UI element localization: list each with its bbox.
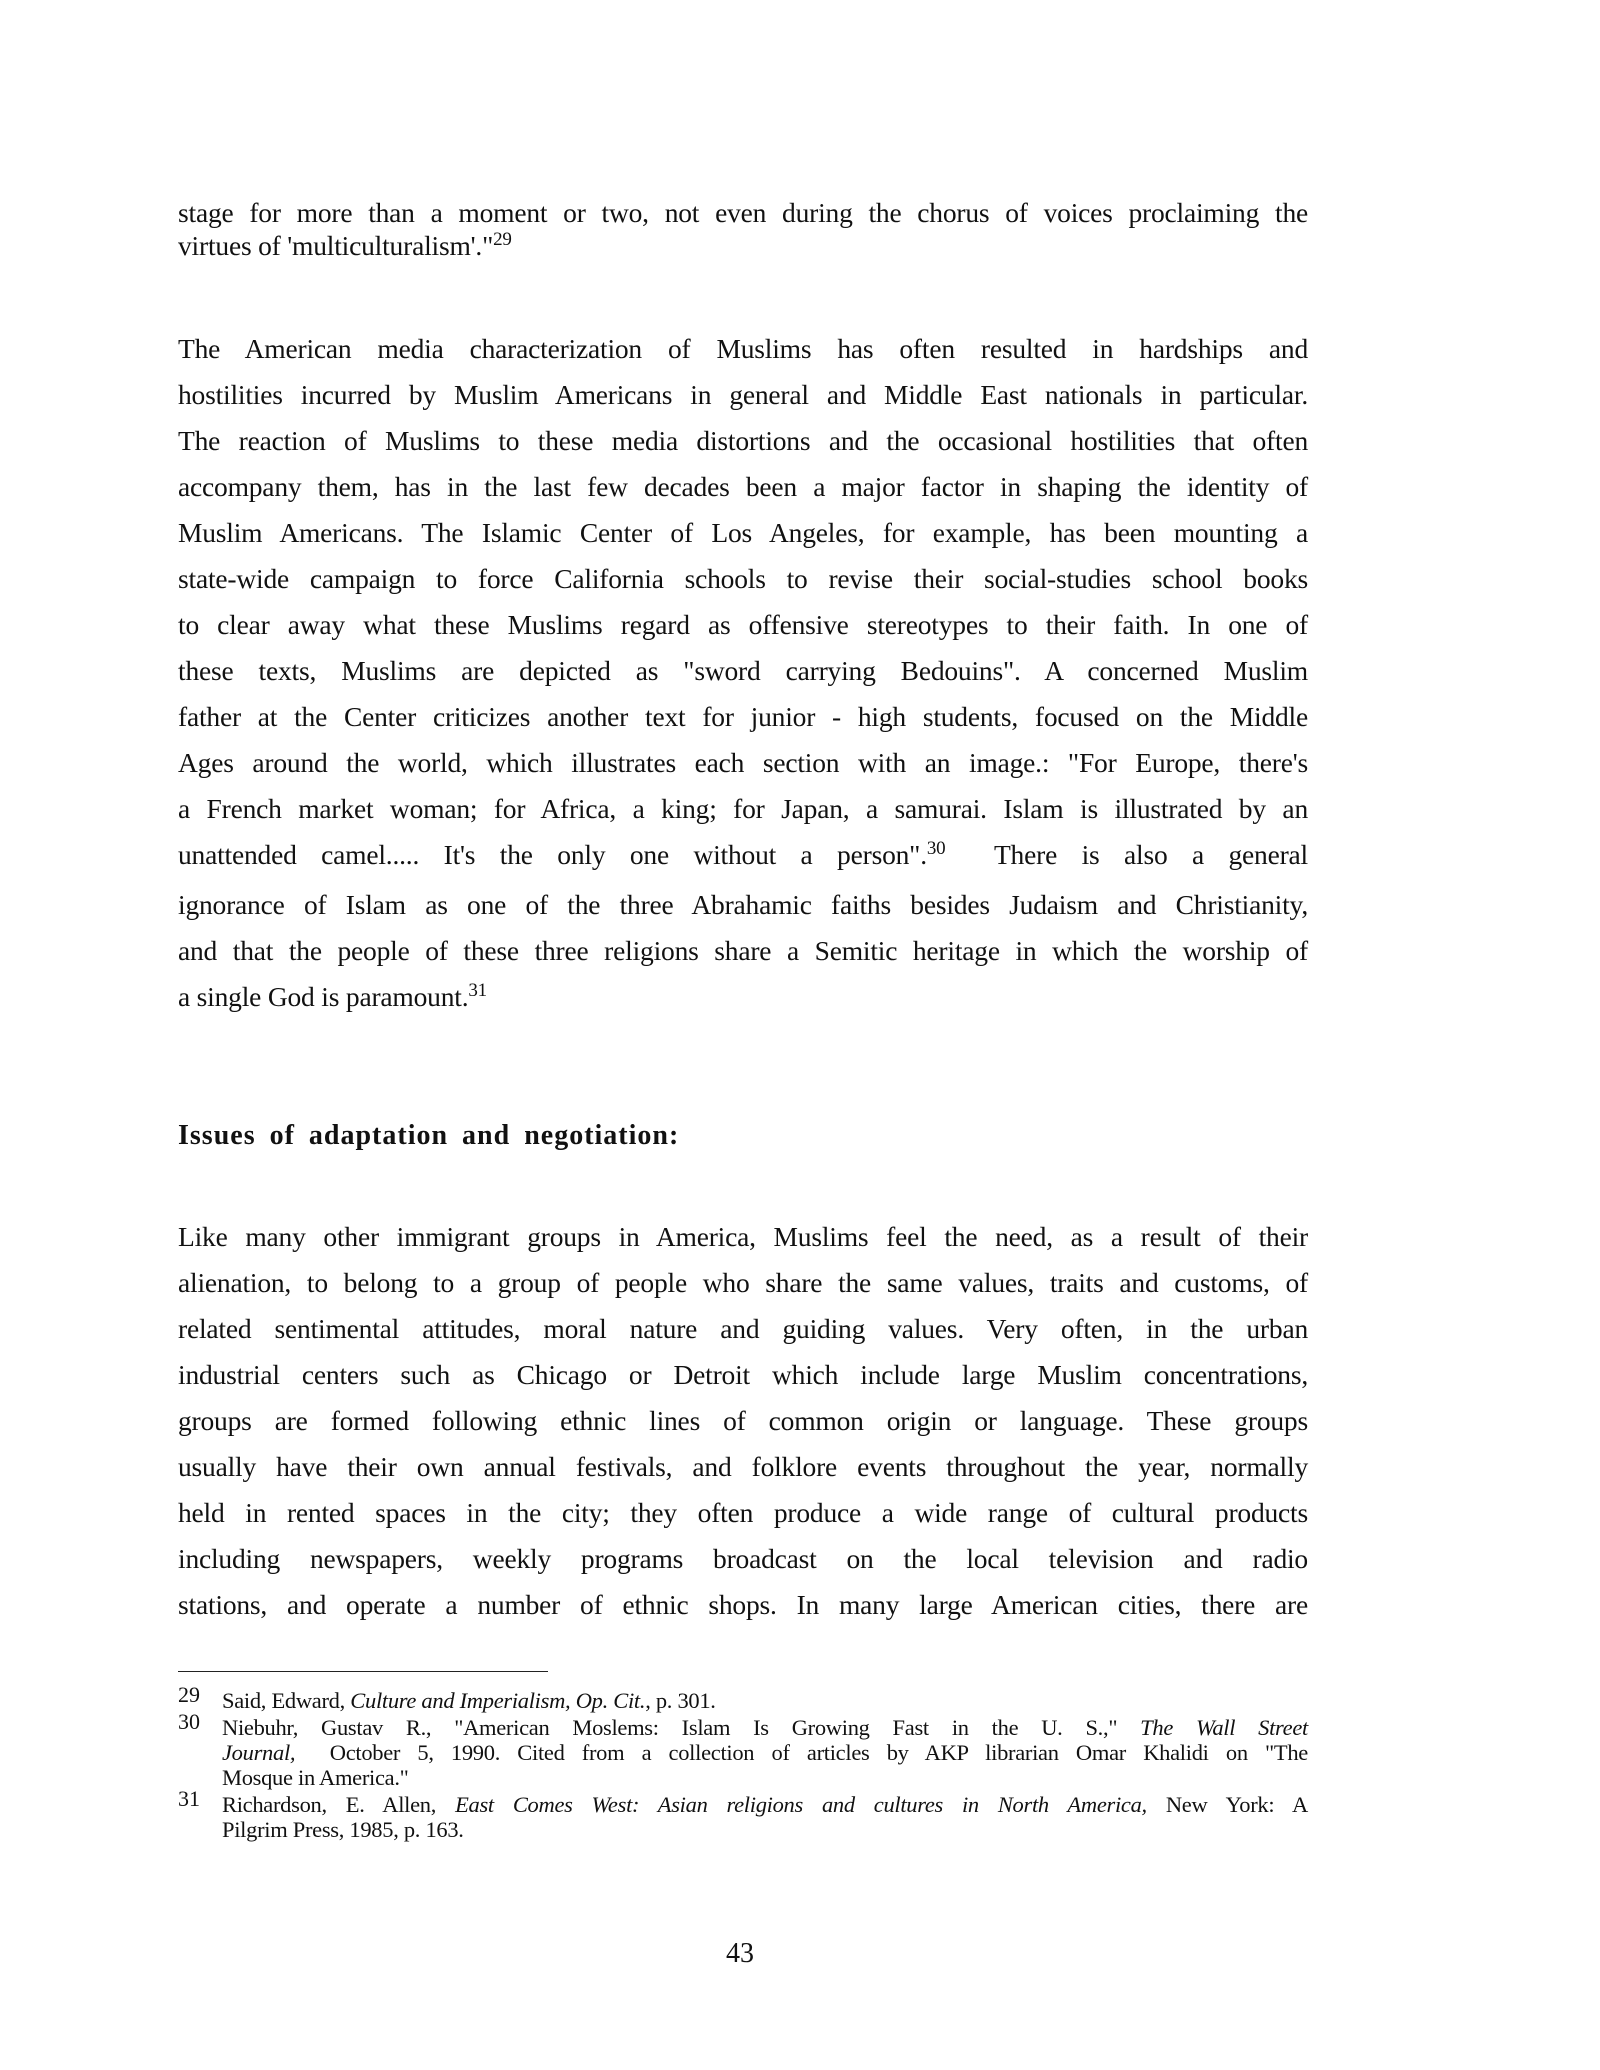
text-line: state-wide campaign to force California schools to revise their social-studies school books bbox=[178, 563, 1308, 594]
text-line: groups are formed following ethnic lines of common origin or language. These groups bbox=[178, 1405, 1308, 1436]
footnote-text: Mosque in America." bbox=[222, 1765, 409, 1790]
text-line: a French market woman; for Africa, a king; for Japan, a samurai. Islam is illustrated by an bbox=[178, 793, 1308, 824]
footnote-text: Richardson, E. Allen, East Comes West: Asian religions and cultures in North America, New York: A bbox=[222, 1792, 1308, 1817]
footnote-ref-30[interactable]: 30 bbox=[926, 838, 946, 859]
text-line: stage for more than a moment or two, not even during the chorus of voices proclaiming the bbox=[178, 197, 1308, 228]
text-line: these texts, Muslims are depicted as "sword carrying Bedouins". A concerned Muslim bbox=[178, 655, 1308, 686]
text-line: and that the people of these three religions share a Semitic heritage in which the worship of bbox=[178, 935, 1308, 966]
footnote-31 bbox=[178, 1786, 1308, 1842]
text-line: unattended camel..... It's the only one without a person".$^{30}$ There is also a general bbox=[178, 838, 1308, 870]
section-heading: Issues of adaptation and negotiation: bbox=[178, 1120, 680, 1151]
text-line: accompany them, has in the last few decades been a major factor in shaping the identity of bbox=[178, 471, 1308, 502]
text-line: virtues of 'multiculturalism'."$^{29}$ bbox=[178, 229, 512, 261]
footnote-text: Journal, October 5, 1990. Cited from a collection of articles by AKP librarian Omar Khalidi on "The bbox=[222, 1740, 1308, 1765]
text-line: usually have their own annual festivals, and folklore events throughout the year, normally bbox=[178, 1451, 1308, 1482]
text-line: industrial centers such as Chicago or Detroit which include large Muslim concentrations, bbox=[178, 1359, 1308, 1390]
footnote-text: Said, Edward, Culture and Imperialism, Op. Cit., p. 301. bbox=[222, 1688, 716, 1713]
footnote-separator bbox=[178, 1671, 548, 1672]
footnote-text: Niebuhr, Gustav R., "American Moslems: Islam Is Growing Fast in the U. S.," The Wall Street bbox=[222, 1715, 1308, 1740]
text-line: related sentimental attitudes, moral nature and guiding values. Very often, in the urban bbox=[178, 1313, 1308, 1344]
paragraph-media-characterization bbox=[178, 326, 1308, 1024]
text-line: ignorance of Islam as one of the three Abrahamic faiths besides Judaism and Christianity, bbox=[178, 889, 1308, 920]
text-line: hostilities incurred by Muslim Americans in general and Middle East nationals in particular. bbox=[178, 379, 1308, 410]
footnote-ref-31[interactable]: 31 bbox=[468, 980, 487, 1001]
text-line: stations, and operate a number of ethnic shops. In many large American cities, there are bbox=[178, 1589, 1308, 1620]
text-line: including newspapers, weekly programs broadcast on the local television and radio bbox=[178, 1543, 1308, 1574]
footnote-number: 31 bbox=[178, 1786, 200, 1811]
text-line: father at the Center criticizes another text for junior - high students, focused on the Middle bbox=[178, 701, 1308, 732]
footnote-text: Pilgrim Press, 1985, p. 163. bbox=[222, 1817, 464, 1842]
footnote-30 bbox=[178, 1709, 1308, 1790]
footnote-ref-29[interactable]: 29 bbox=[493, 229, 512, 250]
text-line: Like many other immigrant groups in America, Muslims feel the need, as a result of their bbox=[178, 1221, 1308, 1252]
text-line: Muslim Americans. The Islamic Center of Los Angeles, for example, has been mounting a bbox=[178, 517, 1308, 548]
text-line: The reaction of Muslims to these media distortions and the occasional hostilities that often bbox=[178, 425, 1308, 456]
text-line: held in rented spaces in the city; they often produce a wide range of cultural products bbox=[178, 1497, 1308, 1528]
text-line: to clear away what these Muslims regard as offensive stereotypes to their faith. In one of bbox=[178, 609, 1308, 640]
footnote-number: 29 bbox=[178, 1682, 200, 1707]
footnote-number: 30 bbox=[178, 1709, 200, 1734]
text-line: The American media characterization of Muslims has often resulted in hardships and bbox=[178, 333, 1308, 364]
text-line: Ages around the world, which illustrates each section with an image.: "For Europe, there's bbox=[178, 747, 1308, 778]
quote-continuation bbox=[178, 196, 1308, 266]
page-number: 43 bbox=[726, 1938, 754, 1969]
text-line: a single God is paramount.$^{31}$ bbox=[178, 980, 487, 1012]
text-line: alienation, to belong to a group of people who share the same values, traits and customs, of bbox=[178, 1267, 1308, 1298]
footnotes bbox=[178, 1682, 1308, 1842]
footnote-29 bbox=[178, 1682, 1308, 1713]
paragraph-adaptation bbox=[178, 1214, 1308, 1628]
